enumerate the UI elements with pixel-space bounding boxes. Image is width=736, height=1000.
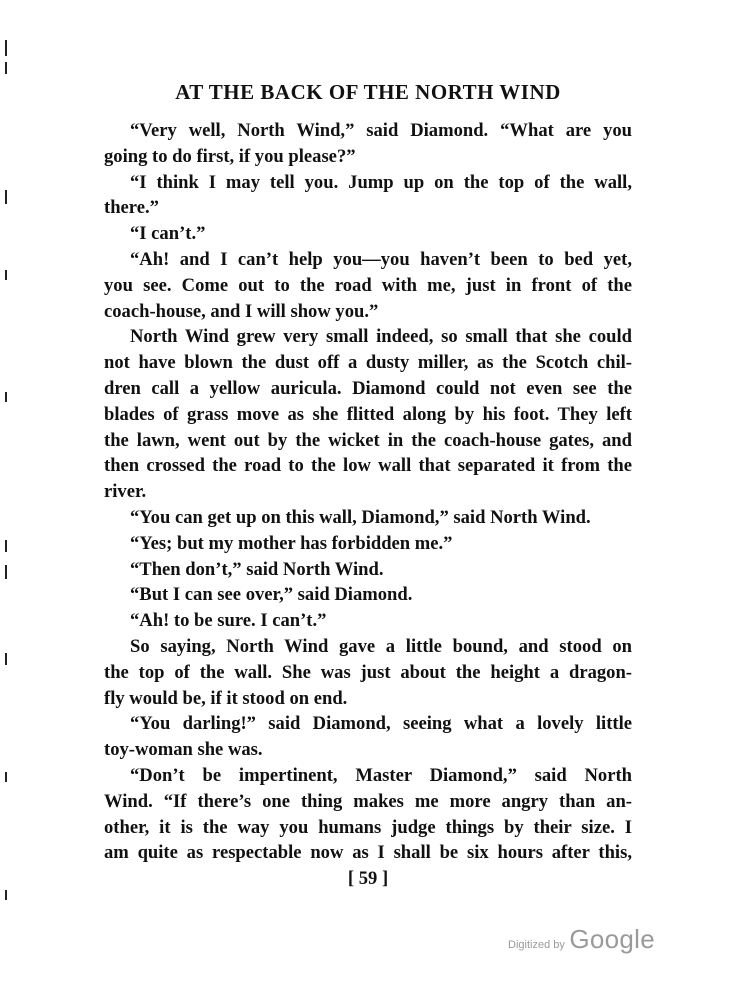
scan-edge-mark: [5, 270, 7, 280]
scan-edge-mark: [5, 565, 7, 579]
text-line: “Don’t be impertinent, Master Diamond,” said North: [130, 764, 632, 786]
text-line: “Yes; but my mother has forbidden me.”: [130, 532, 453, 554]
text-line: blades of grass move as she flitted along by his foot. They left: [104, 403, 632, 425]
text-line: “Ah! and I can’t help you—you haven’t been to bed yet,: [130, 248, 632, 270]
text-line: you see. Come out to the road with me, just in front of the: [104, 274, 632, 296]
scan-edge-mark: [5, 392, 7, 402]
scan-edge-mark: [5, 540, 7, 552]
scan-edge-mark: [5, 190, 7, 204]
text-line: the top of the wall. She was just about the height a dragon-: [104, 661, 632, 683]
text-line: there.”: [104, 197, 159, 219]
scan-edge-mark: [5, 772, 7, 782]
digitized-by-google-watermark: [508, 924, 655, 955]
google-logo: Google: [569, 924, 655, 954]
text-line: So saying, North Wind gave a little bound, and stood on: [130, 635, 632, 657]
running-head: AT THE BACK OF THE NORTH WIND: [175, 80, 561, 104]
text-line: other, it is the way you humans judge things by their size. I: [104, 816, 632, 838]
text-line: coach-house, and I will show you.”: [104, 300, 379, 322]
text-line: am quite as respectable now as I shall be six hours after this,: [104, 842, 632, 864]
text-line: going to do first, if you please?”: [104, 145, 356, 167]
text-line: “You can get up on this wall, Diamond,” said North Wind.: [130, 506, 591, 528]
text-line: not have blown the dust off a dusty miller, as the Scotch chil-: [104, 352, 632, 374]
scan-edge-mark: [5, 653, 7, 665]
text-line: “I think I may tell you. Jump up on the top of the wall,: [130, 171, 632, 193]
text-line: river.: [104, 481, 147, 503]
text-line: “I can’t.”: [130, 223, 206, 245]
text-line: “Very well, North Wind,” said Diamond. “What are you: [130, 120, 632, 141]
scan-edge-mark: [5, 62, 7, 74]
text-line: the lawn, went out by the wicket in the coach-house gates, and: [104, 429, 632, 451]
text-line: “Then don’t,” said North Wind.: [130, 558, 384, 580]
text-line: fly would be, if it stood on end.: [104, 687, 348, 709]
scan-edge-mark: [5, 890, 7, 900]
text-line: Wind. “If there’s one thing makes me more angry than an-: [104, 790, 632, 812]
text-line: “But I can see over,” said Diamond.: [130, 584, 413, 606]
text-line: “Ah! to be sure. I can’t.”: [130, 610, 327, 632]
body-text: [104, 118, 632, 866]
watermark-prefix: Digitized by: [508, 939, 565, 951]
text-line: North Wind grew very small indeed, so small that she could: [130, 326, 632, 348]
text-line: toy-woman she was.: [104, 739, 263, 761]
text-line: then crossed the road to the low wall that separated it from the: [104, 455, 632, 477]
scan-edge-mark: [5, 40, 7, 56]
page-number: [ 59 ]: [347, 868, 389, 889]
text-line: dren call a yellow auricula. Diamond could not even see the: [104, 377, 632, 399]
text-line: “You darling!” said Diamond, seeing what a lovely little: [130, 713, 632, 735]
